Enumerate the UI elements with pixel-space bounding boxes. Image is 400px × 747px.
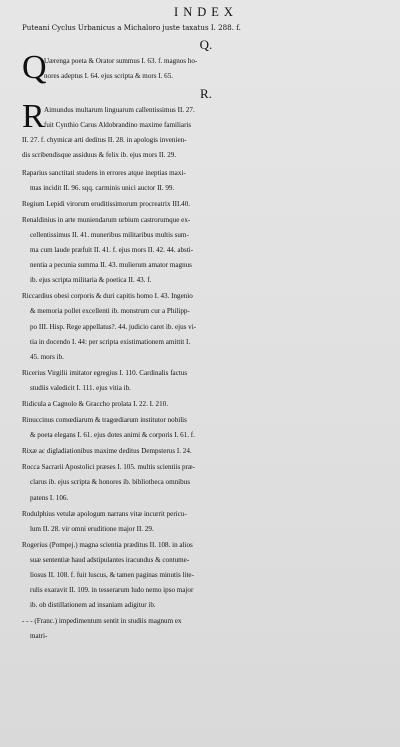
index-entry <box>22 213 390 288</box>
entry-line: nentia a pecunia summa II. 43. mulierum amator magnus <box>30 261 192 270</box>
entry-line: Raparius sanctitati studens in errores atque ineptias maxi- <box>22 168 186 177</box>
entry-line: Renaldinius in arte muniendarum urbium castrorumque ex- <box>22 215 191 224</box>
entry-line: fuit Cynthio Carus Aldobrandino maxime familiaris <box>44 121 192 130</box>
drop-cap-initial: Q <box>22 49 47 86</box>
entry-line: studiis valedicit I. 111. ejus vitia ib. <box>30 383 131 392</box>
entry-line: clarus ib. ejus scripta & honores ib. bibliotheca omnibus <box>30 478 190 487</box>
entry-line: 45. mors ib. <box>30 352 64 361</box>
entry-line: & poeta elegans I. 61. ejus dotes animi & corporis I. 61. f. <box>30 431 195 440</box>
entry-line: cellentissimus II. 41. muneribus militaribus multis sum- <box>30 230 189 239</box>
entry-line: II. 27. f. chymicæ arti deditus II. 28. in apologis invenien- <box>22 136 187 145</box>
entry-line: lum II. 28. vir omni eruditione major II. 29. <box>30 524 154 533</box>
entry-line: ib. ejus scripta militaria & poetica II. 43. f. <box>30 276 152 285</box>
entry-line: Rinuccinus comœdiarum & tragœdiarum institutor nobilis <box>22 416 187 425</box>
index-entry <box>22 538 390 613</box>
index-entry <box>22 460 390 505</box>
entry-line: dis scribendisque assiduus & felix ib. ejus mors II. 29. <box>22 151 177 160</box>
index-entry <box>22 166 390 196</box>
index-entry <box>22 444 390 459</box>
entry-line: Rodulphius vetulæ apologum narrans vitæ incurrit pericu- <box>22 509 187 518</box>
section-letter-q: Q. <box>199 37 213 52</box>
section-letter-r: R. <box>200 86 212 102</box>
index-entries <box>22 166 390 645</box>
entry-line: - - - (Franc.) impedimentum sentit in studiis magnum ex <box>22 617 182 626</box>
entry-line: rulis exaravit II. 109. in tesserarum ludo nemo ipso major <box>30 586 194 595</box>
entry-line: Rixæ ac digladiationibus maxime deditus Dempsterus I. 24. <box>22 447 192 456</box>
page-content <box>22 4 390 645</box>
entry-line: matri- <box>30 632 48 641</box>
entry-line: suæ sententiæ haud adstipulantes iracundus & contume- <box>30 555 190 564</box>
index-entry <box>22 366 390 396</box>
entry-line: & memoria pollet excellenti ib. monstrum cur a Philipp- <box>30 307 190 316</box>
drop-cap-initial: R <box>22 98 45 136</box>
entry-line: tia in docendo I. 44: per scripta existimationem amittit I. <box>30 337 191 346</box>
index-entry <box>22 397 390 412</box>
entry-line: mas incidit II. 96. sqq. carminis unici auctor II. 99. <box>30 183 175 192</box>
entry-line: Rocca Sacrarii Apostolici præses I. 105. multis scientiis præ- <box>22 463 195 472</box>
index-entry <box>22 289 390 364</box>
entry-line: Ricerius Virgilii imitator egregius I. 110. Cardinalis factus <box>22 368 188 377</box>
entry-puteani: Puteani Cyclus Urbanicus a Michaloro juste taxatus I. 288. f. <box>22 23 241 32</box>
index-entry <box>22 197 390 212</box>
entry-line: nores adeptus I. 64. ejus scripta & mors I. 65. <box>44 72 174 81</box>
entry-raimundus <box>22 98 390 163</box>
entry-line: Aimundus multarum linguarum callentissimus II. 27. <box>44 106 195 115</box>
entry-line: Ridicula a Cagnolo & Graccho prolata I. 22. I. 210. <box>22 399 168 408</box>
page-header: INDEX <box>174 5 238 19</box>
index-entry <box>22 413 390 443</box>
entry-line: ma cum laude præfuit II. 41. f. ejus mors II. 42. 44. absti- <box>30 246 194 255</box>
index-entry <box>22 507 390 537</box>
entry-line: po III. Hisp. Rege appellatus?. 44. judicio caret ib. ejus vi- <box>30 322 197 331</box>
entry-line: patens I. 106. <box>30 493 69 502</box>
entry-line: Rogerius (Pompej.) magna scientia præditus II. 108. in alios <box>22 540 193 549</box>
entry-quaerenga <box>22 49 390 86</box>
index-entry <box>22 614 390 644</box>
entry-line: Uærenga poeta & Orator summus I. 63. f. magnos ho- <box>44 57 198 65</box>
entry-line: Riccardius obesi corporis & duri capitis homo I. 43. Ingenio <box>22 292 193 301</box>
entry-line: ib. ob distillationem ad insaniam adigitur ib. <box>30 601 156 610</box>
entry-line: Regium Lepidi virorum eruditissimorum procreatrix III.40. <box>22 199 191 208</box>
entry-line: liosus II. 108. f. fuit luscus, & tamen paginas minutis lite- <box>30 571 194 579</box>
